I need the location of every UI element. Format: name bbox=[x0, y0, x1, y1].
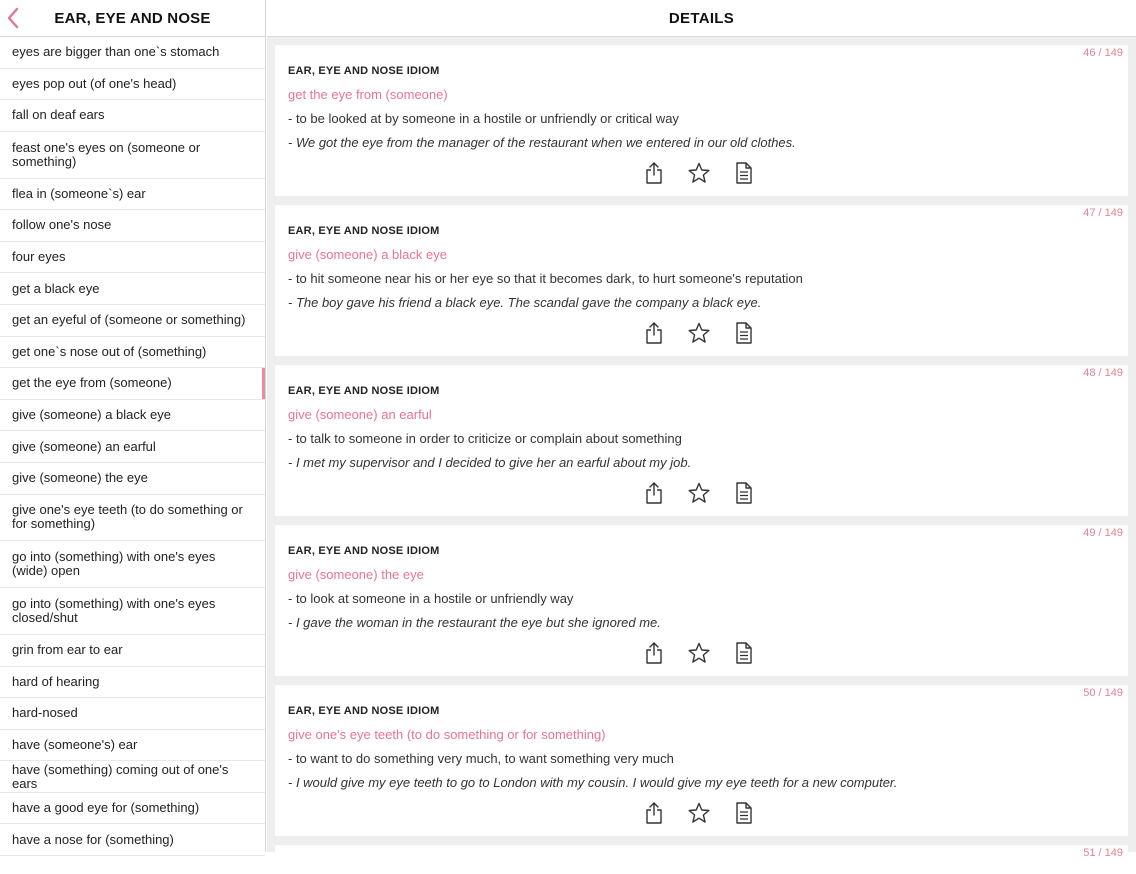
note-button[interactable] bbox=[733, 322, 755, 344]
note-button[interactable] bbox=[733, 162, 755, 184]
list-item-selected[interactable]: get the eye from (someone) bbox=[0, 368, 265, 400]
list-item[interactable]: eyes pop out (of one's head) bbox=[0, 69, 265, 101]
star-icon bbox=[688, 802, 710, 824]
note-icon bbox=[735, 642, 753, 664]
card-category: EAR, EYE AND NOSE IDIOM bbox=[288, 545, 440, 557]
star-icon bbox=[688, 642, 710, 664]
details-header bbox=[267, 0, 1136, 37]
card-example: - I gave the woman in the restaurant the eye but she ignored me. bbox=[288, 615, 661, 630]
list-item[interactable]: have a nose for (something) bbox=[0, 824, 265, 856]
list-item[interactable]: four eyes bbox=[0, 242, 265, 274]
note-icon bbox=[735, 162, 753, 184]
card-idiom: give (someone) an earful bbox=[288, 407, 432, 422]
card-counter: 50 / 149 bbox=[1083, 687, 1123, 699]
card-definition: - to be looked at by someone in a hostile or unfriendly or critical way bbox=[288, 111, 679, 126]
card-example: - I met my supervisor and I decided to give her an earful about my job. bbox=[288, 455, 692, 470]
favorite-button[interactable] bbox=[688, 482, 710, 504]
favorite-button[interactable] bbox=[688, 642, 710, 664]
note-button[interactable] bbox=[733, 642, 755, 664]
share-button[interactable] bbox=[643, 642, 665, 664]
card-category: EAR, EYE AND NOSE IDIOM bbox=[288, 385, 440, 397]
list-header bbox=[0, 0, 265, 37]
list-item[interactable]: go into (something) with one's eyes closed/shut bbox=[0, 588, 265, 635]
list-item[interactable]: grin from ear to ear bbox=[0, 635, 265, 667]
favorite-button[interactable] bbox=[688, 322, 710, 344]
back-button[interactable] bbox=[4, 6, 24, 30]
share-icon bbox=[645, 322, 663, 344]
note-icon bbox=[735, 802, 753, 824]
card-example: - The boy gave his friend a black eye. The scandal gave the company a black eye. bbox=[288, 295, 762, 310]
details-pane bbox=[267, 0, 1136, 859]
card-idiom: give one's eye teeth (to do something or for something) bbox=[288, 727, 606, 742]
share-button[interactable] bbox=[643, 802, 665, 824]
card-category: EAR, EYE AND NOSE IDIOM bbox=[288, 65, 440, 77]
card-counter: 51 / 149 bbox=[1083, 847, 1123, 859]
list-item[interactable]: feast one's eyes on (someone or something) bbox=[0, 132, 265, 179]
note-button[interactable] bbox=[733, 802, 755, 824]
list-item[interactable]: have a good eye for (something) bbox=[0, 793, 265, 825]
card-actions bbox=[643, 802, 755, 824]
list-item[interactable]: eyes are bigger than one`s stomach bbox=[0, 37, 265, 69]
share-icon bbox=[645, 802, 663, 824]
card-actions bbox=[643, 642, 755, 664]
list-item[interactable]: have (someone's) ear bbox=[0, 730, 265, 762]
card-actions bbox=[643, 162, 755, 184]
list-item[interactable]: give (someone) an earful bbox=[0, 431, 265, 463]
idiom-card bbox=[275, 365, 1128, 516]
share-icon bbox=[645, 482, 663, 504]
share-button[interactable] bbox=[643, 322, 665, 344]
list-item[interactable]: have (something) coming out of one's ears bbox=[0, 761, 265, 793]
star-icon bbox=[688, 162, 710, 184]
card-example: - I would give my eye teeth to go to London with my cousin. I would give my eye teeth for a new computer. bbox=[288, 775, 898, 790]
chevron-left-icon bbox=[4, 6, 24, 30]
list-item[interactable]: give (someone) a black eye bbox=[0, 400, 265, 432]
idiom-card bbox=[275, 685, 1128, 836]
idiom-list bbox=[0, 37, 265, 856]
card-category: EAR, EYE AND NOSE IDIOM bbox=[288, 225, 440, 237]
share-icon bbox=[645, 162, 663, 184]
card-idiom: give (someone) the eye bbox=[288, 567, 424, 582]
card-definition: - to talk to someone in order to criticize or complain about something bbox=[288, 431, 682, 446]
list-item[interactable]: get a black eye bbox=[0, 273, 265, 305]
list-item[interactable]: give one's eye teeth (to do something or for something) bbox=[0, 495, 265, 542]
card-definition: - to look at someone in a hostile or unfriendly way bbox=[288, 591, 574, 606]
idiom-card bbox=[275, 45, 1128, 196]
card-actions bbox=[643, 322, 755, 344]
note-icon bbox=[735, 322, 753, 344]
share-icon bbox=[645, 642, 663, 664]
card-actions bbox=[643, 482, 755, 504]
card-counter: 46 / 149 bbox=[1083, 47, 1123, 59]
card-category: EAR, EYE AND NOSE IDIOM bbox=[288, 705, 440, 717]
list-title: EAR, EYE AND NOSE bbox=[54, 9, 211, 27]
card-counter: 47 / 149 bbox=[1083, 207, 1123, 219]
card-idiom: give (someone) a black eye bbox=[288, 247, 447, 262]
star-icon bbox=[688, 322, 710, 344]
idiom-card-partial bbox=[275, 845, 1128, 865]
list-item[interactable]: get one`s nose out of (something) bbox=[0, 337, 265, 369]
favorite-button[interactable] bbox=[688, 802, 710, 824]
card-definition: - to hit someone near his or her eye so that it becomes dark, to hurt someone's reputation bbox=[288, 271, 803, 286]
list-item[interactable]: give (someone) the eye bbox=[0, 463, 265, 495]
star-icon bbox=[688, 482, 710, 504]
list-item[interactable]: hard-nosed bbox=[0, 698, 265, 730]
card-idiom: get the eye from (someone) bbox=[288, 87, 448, 102]
card-example: - We got the eye from the manager of the restaurant when we entered in our old clothes. bbox=[288, 135, 796, 150]
list-item[interactable]: get an eyeful of (someone or something) bbox=[0, 305, 265, 337]
idiom-card bbox=[275, 205, 1128, 356]
list-item[interactable]: follow one's nose bbox=[0, 210, 265, 242]
card-counter: 48 / 149 bbox=[1083, 367, 1123, 379]
details-title: DETAILS bbox=[668, 9, 735, 27]
list-item[interactable]: flea in (someone`s) ear bbox=[0, 179, 265, 211]
favorite-button[interactable] bbox=[688, 162, 710, 184]
note-button[interactable] bbox=[733, 482, 755, 504]
share-button[interactable] bbox=[643, 482, 665, 504]
list-item[interactable]: go into (something) with one's eyes (wide) open bbox=[0, 541, 265, 588]
share-button[interactable] bbox=[643, 162, 665, 184]
card-counter: 49 / 149 bbox=[1083, 527, 1123, 539]
note-icon bbox=[735, 482, 753, 504]
idiom-card bbox=[275, 525, 1128, 676]
card-definition: - to want to do something very much, to want something very much bbox=[288, 751, 674, 766]
list-item[interactable]: fall on deaf ears bbox=[0, 100, 265, 132]
idiom-list-pane bbox=[0, 0, 266, 852]
list-item[interactable]: hard of hearing bbox=[0, 667, 265, 699]
idiom-cards bbox=[275, 45, 1128, 874]
